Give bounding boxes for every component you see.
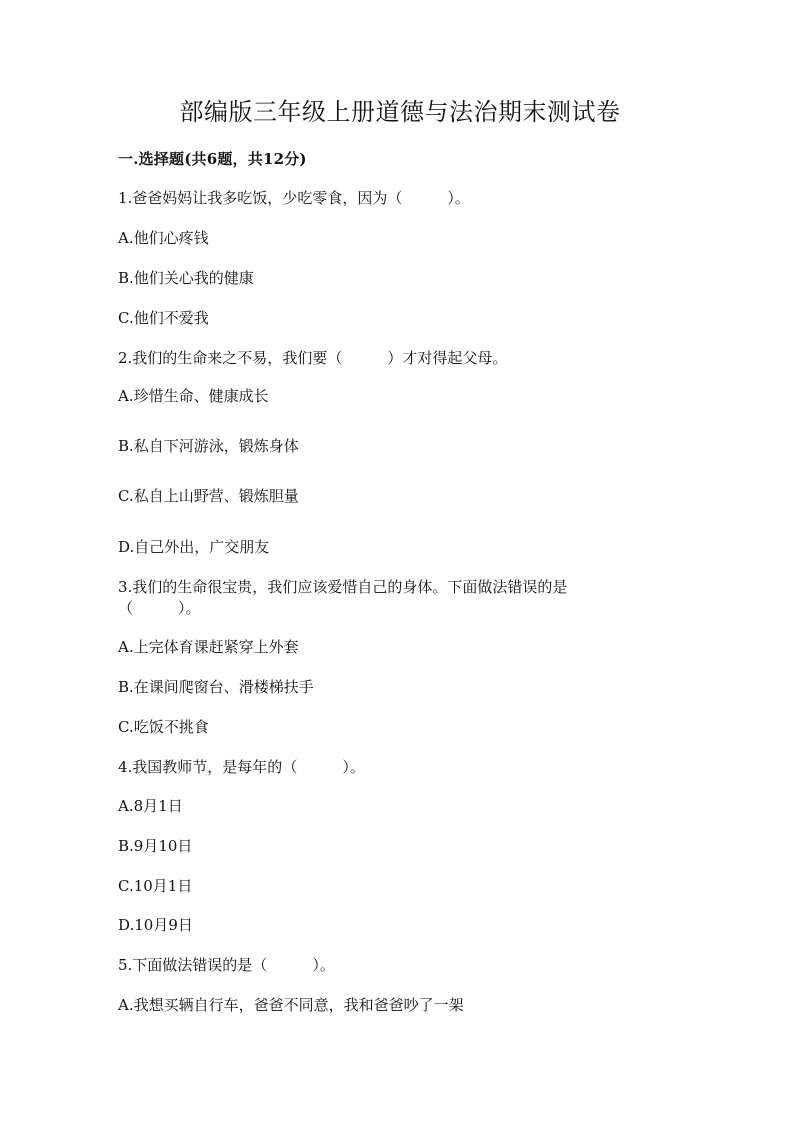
question-2-option-b: B.私自下河游泳，锻炼身体 [118,437,299,455]
question-4-stem: 4.我国教师节，是每年的（ ）。 [118,758,365,776]
question-2-stem: 2.我们的生命来之不易，我们要（ ）才对得起父母。 [118,349,508,367]
question-4-option-d: D.10月9日 [118,916,193,934]
question-3-option-c: C.吃饭不挑食 [118,718,209,736]
question-2-option-c: C.私自上山野营、锻炼胆量 [118,487,299,505]
question-3-stem-line-1: 3.我们的生命很宝贵，我们应该爱惜自己的身体。下面做法错误的是 [118,578,568,596]
question-1-option-b: B.他们关心我的健康 [118,269,254,287]
question-1-option-c: C.他们不爱我 [118,309,209,327]
question-4-option-c: C.10月1日 [118,877,193,895]
question-1-option-a: A.他们心疼钱 [118,229,209,247]
question-3-option-a: A.上完体育课赶紧穿上外套 [118,638,299,656]
question-2-option-a: A.珍惜生命、健康成长 [118,387,269,405]
question-2-option-d: D.自己外出，广交朋友 [118,538,270,556]
question-3-stem-line-2: （ ）。 [118,599,201,617]
question-5-stem: 5.下面做法错误的是（ ）。 [118,956,335,974]
section-heading: 一.选择题(共6题，共12分) [118,150,307,168]
question-3-option-b: B.在课间爬窗台、滑楼梯扶手 [118,678,314,696]
question-5-option-a: A.我想买辆自行车，爸爸不同意，我和爸爸吵了一架 [118,996,464,1014]
question-4-option-a: A.8月1日 [118,797,183,815]
question-1-stem: 1.爸爸妈妈让我多吃饭，少吃零食，因为（ ）。 [118,189,470,207]
question-4-option-b: B.9月10日 [118,837,193,855]
page-title: 部编版三年级上册道德与法治期末测试卷 [179,98,621,126]
